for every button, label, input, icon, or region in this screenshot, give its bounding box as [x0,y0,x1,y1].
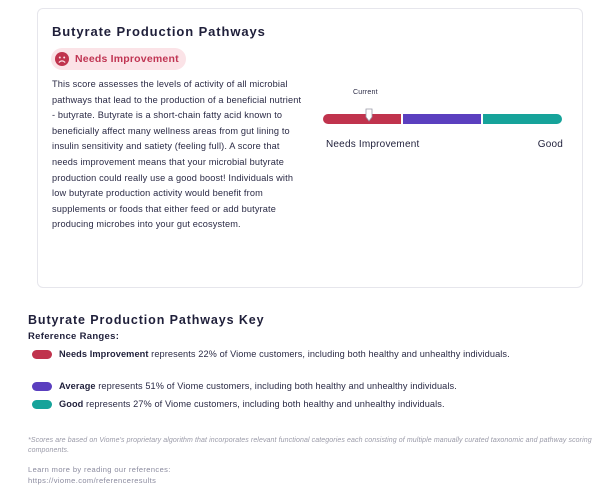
key-item-description: represents 51% of Viome customers, including both healthy and unhealthy individuals. [95,381,457,391]
status-badge [51,48,186,70]
average-swatch [32,382,52,391]
needs-improvement-swatch [32,350,52,359]
current-label: Current [353,89,378,96]
key-item-average [32,379,539,395]
key-item-needs-improvement [32,347,539,363]
gauge-bar [323,114,562,124]
current-marker-icon [365,108,373,122]
key-item-name: Average [59,381,96,391]
key-item-name: Good [59,399,84,409]
key-item-text [59,379,539,395]
references-block [28,465,171,486]
key-subtitle: Reference Ranges: [28,331,120,342]
card-title: Butyrate Production Pathways [52,24,266,39]
score-gauge [323,87,563,157]
gauge-segment-average [403,114,481,124]
key-item-text [59,347,539,363]
status-label: Needs Improvement [75,53,179,65]
key-item-text [59,397,539,413]
score-card [37,8,583,288]
references-link[interactable]: https://viome.com/referenceresults [28,475,157,485]
key-title: Butyrate Production Pathways Key [28,313,265,327]
sad-face-icon [55,52,69,66]
key-item-name: Needs Improvement [59,349,149,359]
key-item-description: represents 22% of Viome customers, including both healthy and unhealthy individuals. [148,349,510,359]
key-item-good [32,397,539,413]
gauge-high-label: Good [537,139,563,150]
gauge-segment-needs-improvement [323,114,401,124]
references-text: Learn more by reading our references: [28,465,171,474]
scoring-footnote: *Scores are based on Viome's proprietary algorithm that incorporates relevant functional categories each consisting of multiple manually curated taxonomic and pathway scoring components. [28,437,592,454]
gauge-segment-good [483,114,562,124]
good-swatch [32,400,52,409]
key-item-description: represents 27% of Viome customers, including both healthy and unhealthy individuals. [83,399,445,409]
gauge-low-label: Needs Improvement [326,139,420,150]
score-description: This score assesses the levels of activity of all microbial pathways that lead to the production of a beneficial nutrient - butyrate. Butyrate is a short-chain fatty acid known to beneficially affect many wellness areas from gut lining to insulin sensitivity and satiety (feeling full). A score that needs improvement means that your microbial butyrate production could really use a good boost! Individuals with low butyrate production activity would benefit from supplements or foods that either feed or add butyrate producing microbes into your gut ecosystem. [52,79,302,230]
